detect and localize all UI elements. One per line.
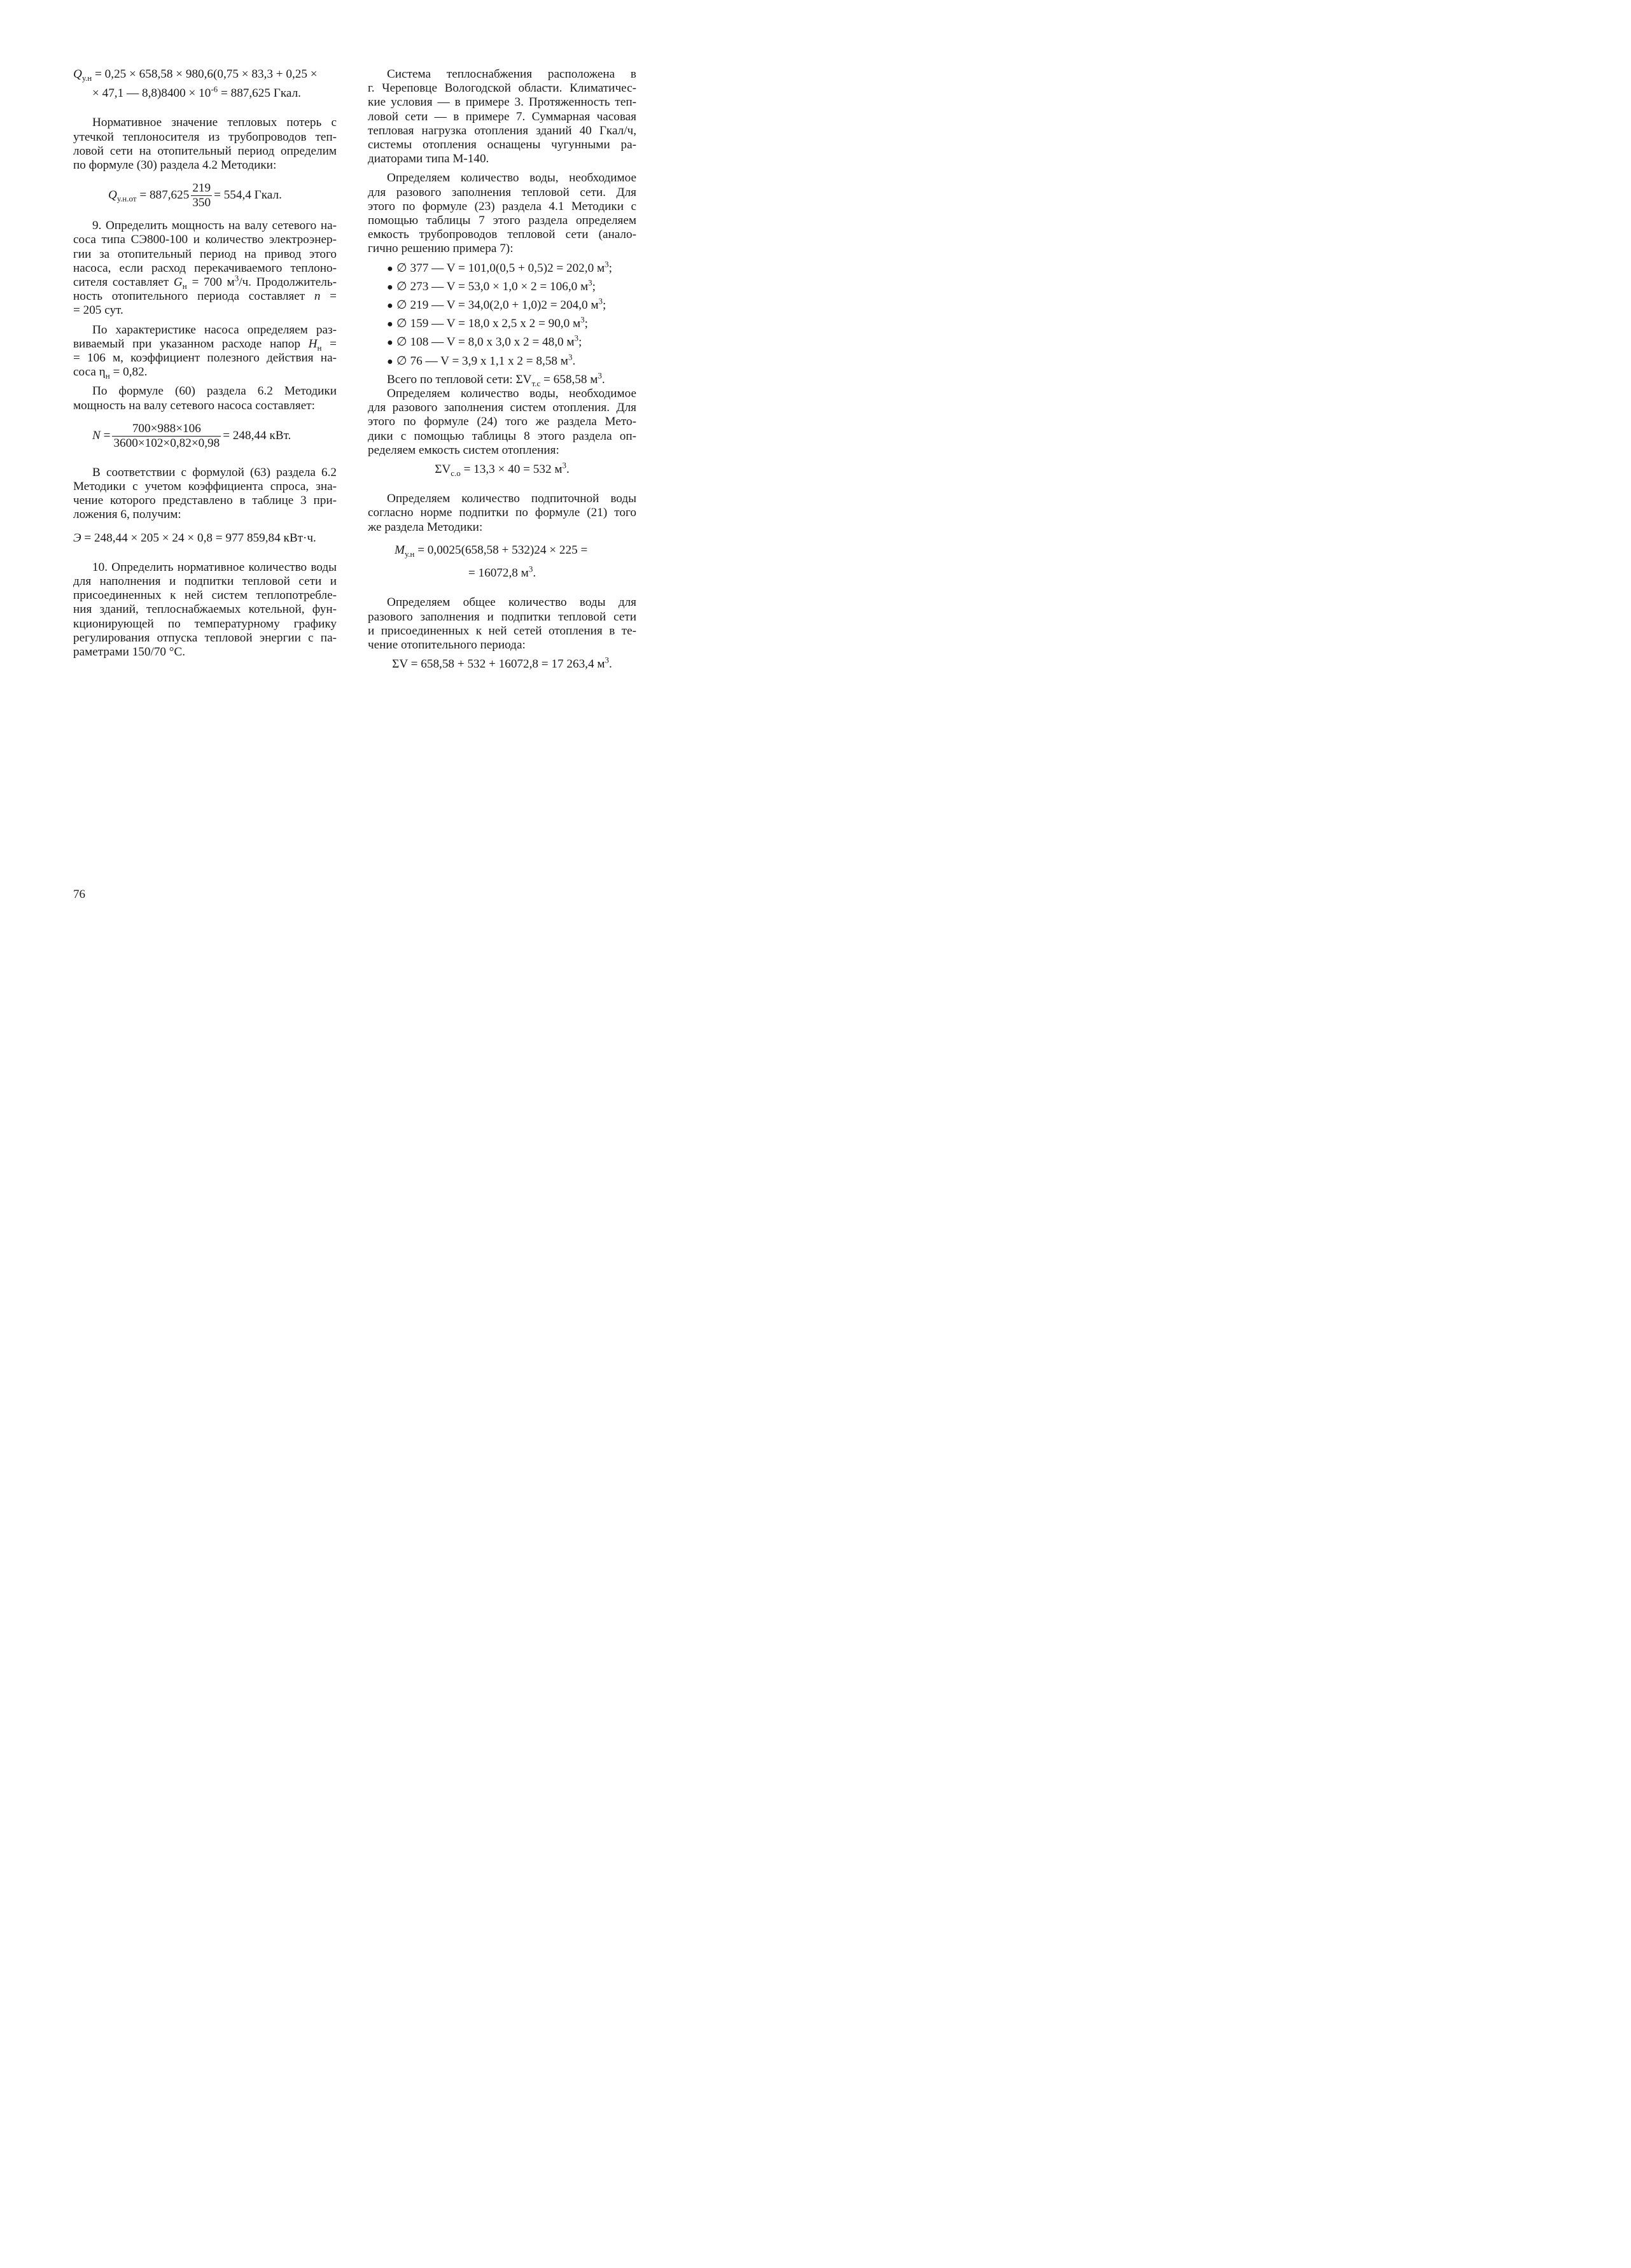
equation-makeup-water-result: = 16072,8 $м^3$. bbox=[468, 564, 536, 580]
pipe-volume-list bbox=[368, 259, 636, 369]
list-item: ● ∅ 219 — V = 34,0(2,0 + 1,0)2 = 204,0 $м^3$; bbox=[387, 296, 606, 312]
list-item: ● ∅ 159 — V = 18,0 x 2,5 x 2 = 90,0 $м^3$; bbox=[387, 314, 588, 331]
pump-characteristic-paragraph: По характеристике насоса определяем раз- виваемый при указанном расходе напор $H_н$ = = 106 м, коэффициент полезного действия на- соса $\eta_н = 0,82$. bbox=[73, 323, 337, 381]
task-9-paragraph: 9. Определить мощность на валу сетевого на- соса типа СЭ800-100 и количество электроэнер- гии за отопительный период на привод этого насоса, если расход перекачиваемого теплоно- сителя составляет $G_н = 700$ $м^3/ч$. Продолжитель- ность отопительного периода составляет n = = 205 сут. bbox=[73, 219, 337, 318]
list-item: ● ∅ 273 — V = 53,0 × 1,0 × 2 = 106,0 $м^3$; bbox=[387, 277, 596, 293]
network-fill-paragraph: Определяем количество воды, необходимое для разового заполнения тепловой сети. Для этого по формуле (23) раздела 4.1 Методики с помощью таблицы 7 этого раздела определяем емкость трубопроводов тепловой сети (анало- гично решению примера 7): bbox=[368, 171, 636, 256]
formula-63-paragraph: В соответствии с формулой (63) раздела 6.2 Методики с учетом коэффициента спроса, зна- чение которого представлено в таблице 3 при- ложения 6, получим: bbox=[73, 465, 337, 522]
total-water-paragraph: Определяем общее количество воды для разового заполнения и подпитки тепловой сети и присоединенных к ней сетей отопления в те- чение отопительного периода: bbox=[368, 596, 636, 652]
task-10-paragraph: 10. Определить нормативное количество воды для наполнения и подпитки тепловой сети и присоединенных к ней систем теплопотребле- ния зданий, теплоснабжаемых котельной, фун- кционирующей по температурному графику регулирования отпуска тепловой энергии с па- раметрами 150/70 °С. bbox=[73, 560, 337, 659]
network-total-volume: Всего по тепловой сети: $\Sigma V_{т.с} = 658,58$ $м^3$. bbox=[387, 370, 605, 388]
paragraph-normative-loss: Нормативное значение тепловых потерь с утечкой теплоносителя из трубопроводов теп- ловой сети на отопительный период определим по формуле (30) раздела 4.2 Методики: bbox=[73, 116, 337, 172]
equation-heat-loss: $Q_{у.н} = 0,25 \times 658,58 \times 980,6(0,75 \times 83,3 + 0,25$ × bbox=[73, 67, 318, 83]
equation-pump-power: N = $\frac{700\times 988\times 106}{3600\times 102\times 0,82\times 0,98}$ = 248,44 кВт. bbox=[92, 421, 291, 450]
list-item: ● ∅ 377 — V = 101,0(0,5 + 0,5)2 = 202,0 $м^3$; bbox=[387, 259, 612, 275]
right-column bbox=[368, 67, 636, 671]
equation-total-water: ΣV = 658,58 + 532 + 16072,8 = 17 263,4 $м^3$. bbox=[392, 655, 612, 671]
formula-60-paragraph: По формуле (60) раздела 6.2 Методики мощность на валу сетевого насоса составляет: bbox=[73, 384, 337, 412]
equation-makeup-water: $M_{у.н} = 0,0025(658,58 + 532)24 \times 225$ = bbox=[395, 543, 588, 559]
equation-heat-loss-continued: × 47,1 — $8,8)8400 \times 10^{-6} = 887,625$ Гкал. bbox=[92, 84, 301, 101]
list-item: ● ∅ 76 — V = 3,9 x 1,1 x 2 = 8,58 $м^3$. bbox=[387, 352, 576, 368]
left-column bbox=[73, 67, 337, 659]
equation-energy: Э = 248,44 × 205 × 24 × 0,8 = 977 859,84 кВт·ч. bbox=[73, 531, 316, 545]
equation-heating-period-loss: $Q_{у.н.от} = 887,625$ $\frac{219}{350}$ = 554,4 Гкал. bbox=[108, 181, 282, 210]
heating-system-description: Система теплоснабжения расположена в г. Череповце Вологодской области. Климатичес- кие условия — в примере 3. Протяженность теп- ловой сети — в примере 7. Суммарная часовая тепловая нагрузка отопления зданий 40 Гкал/ч, системы отопления оснащены чугунными ра- диаторами типа М-140. bbox=[368, 67, 636, 166]
equation-heating-volume: $\Sigma V_{с.о} = 13,3 \times 40 = 532$ $м^3$. bbox=[435, 460, 570, 478]
makeup-water-paragraph: Определяем количество подпиточной воды согласно норме подпитки по формуле (21) того же раздела Методики: bbox=[368, 492, 636, 534]
heating-fill-paragraph: Определяем количество воды, необходимое для разового заполнения систем отопления. Для этого по формуле (24) того же раздела Мето- дики с помощью таблицы 8 этого раздела оп- ределяем емкость систем отопления: bbox=[368, 387, 636, 457]
page-number: 76 bbox=[73, 888, 85, 901]
list-item: ● ∅ 108 — V = 8,0 x 3,0 x 2 = 48,0 $м^3$; bbox=[387, 333, 582, 349]
